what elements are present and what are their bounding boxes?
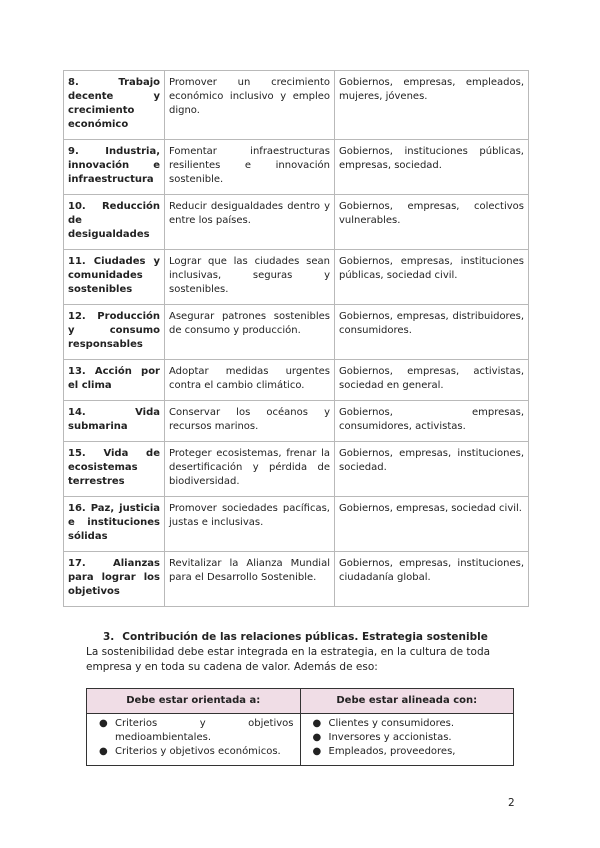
aligned-cell: [300, 714, 514, 766]
table-row: [64, 442, 529, 497]
table-row: [64, 140, 529, 195]
goal-cell: 16. Paz, justicia e instituciones sólidas: [64, 497, 165, 552]
aim-cell: Revitalizar la Alianza Mundial para el Desarrollo Sostenible.: [165, 552, 335, 607]
goal-cell: 10. Reducción de desigualdades: [64, 195, 165, 250]
intro-paragraph: La sostenibilidad debe estar integrada en la estrategia, en la cultura de toda empresa y en toda su cadena de valor. Además de eso:: [86, 646, 491, 673]
aim-cell: Promover sociedades pacíficas, justas e inclusivas.: [165, 497, 335, 552]
goal-cell: 14. Vida submarina: [64, 401, 165, 442]
header-oriented: Debe estar orientada a:: [87, 689, 301, 714]
sdg-table: [63, 70, 529, 607]
actors-cell: Gobiernos, empresas, consumidores, activistas.: [335, 401, 529, 442]
actors-cell: Gobiernos, empresas, activistas, sociedad en general.: [335, 360, 529, 401]
section-title: Contribución de las relaciones públicas. Estrategia sostenible: [122, 631, 488, 643]
table-row: [64, 195, 529, 250]
section-heading: [103, 631, 488, 643]
actors-cell: Gobiernos, empresas, instituciones, ciudadanía global.: [335, 552, 529, 607]
aim-cell: Reducir desigualdades dentro y entre los países.: [165, 195, 335, 250]
header-aligned: Debe estar alineada con:: [300, 689, 514, 714]
goal-cell: 9. Industria, innovación e infraestructura: [64, 140, 165, 195]
section-number: 3.: [103, 631, 115, 643]
list-item: ● Criterios y objetivos económicos.: [99, 746, 281, 757]
bullet-icon: ●: [99, 718, 108, 729]
goal-cell: 17. Alianzas para lograr los objetivos: [64, 552, 165, 607]
page-number: 2: [508, 797, 515, 809]
list-item: ● Clientes y consumidores.: [312, 718, 455, 729]
list-item: ● Inversores y accionistas.: [312, 732, 452, 743]
bullet-icon: ●: [312, 718, 322, 729]
bullet-icon: ●: [312, 732, 322, 743]
actors-cell: Gobiernos, empresas, distribuidores, consumidores.: [335, 305, 529, 360]
bullet-icon: ●: [99, 746, 108, 757]
oriented-cell: [87, 714, 301, 766]
aim-cell: Promover un crecimiento económico inclusivo y empleo digno.: [165, 71, 335, 140]
table-row: [64, 360, 529, 401]
table-row: [87, 714, 514, 766]
aim-cell: Conservar los océanos y recursos marinos.: [165, 401, 335, 442]
actors-cell: Gobiernos, empresas, colectivos vulnerables.: [335, 195, 529, 250]
aim-cell: Asegurar patrones sostenibles de consumo y producción.: [165, 305, 335, 360]
table-row: [64, 250, 529, 305]
table-row: [64, 401, 529, 442]
list-item: ● Criterios y objetivos medioambientales.: [99, 718, 294, 743]
goal-cell: 15. Vida de ecosistemas terrestres: [64, 442, 165, 497]
table-row: [64, 305, 529, 360]
table-row: [64, 71, 529, 140]
bullet-icon: ●: [312, 746, 322, 757]
oriented-list: [93, 717, 294, 759]
goal-cell: 12. Producción y consumo responsables: [64, 305, 165, 360]
aligned-list: [307, 717, 508, 759]
actors-cell: Gobiernos, empresas, instituciones, sociedad.: [335, 442, 529, 497]
goal-cell: 13. Acción por el clima: [64, 360, 165, 401]
actors-cell: Gobiernos, instituciones públicas, empresas, sociedad.: [335, 140, 529, 195]
table-row: [64, 552, 529, 607]
aim-cell: Adoptar medidas urgentes contra el cambio climático.: [165, 360, 335, 401]
sdg-table-body: [64, 71, 529, 607]
table-row: [64, 497, 529, 552]
goal-cell: 8. Trabajo decente y crecimiento económico: [64, 71, 165, 140]
aim-cell: Proteger ecosistemas, frenar la desertificación y pérdida de biodiversidad.: [165, 442, 335, 497]
actors-cell: Gobiernos, empresas, instituciones públicas, sociedad civil.: [335, 250, 529, 305]
aim-cell: Lograr que las ciudades sean inclusivas, seguras y sostenibles.: [165, 250, 335, 305]
list-item: ● Empleados, proveedores,: [312, 746, 456, 757]
aim-cell: Fomentar infraestructuras resilientes e innovación sostenible.: [165, 140, 335, 195]
actors-cell: Gobiernos, empresas, sociedad civil.: [335, 497, 529, 552]
table-header-row: [87, 689, 514, 714]
goal-cell: 11. Ciudades y comunidades sostenibles: [64, 250, 165, 305]
actors-cell: Gobiernos, empresas, empleados, mujeres, jóvenes.: [335, 71, 529, 140]
pr-strategy-table: [86, 688, 514, 766]
